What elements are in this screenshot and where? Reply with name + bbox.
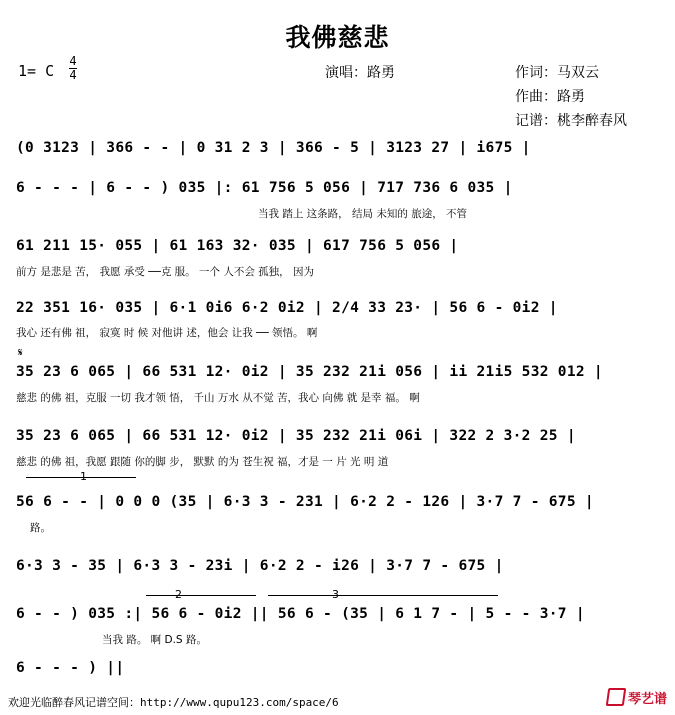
- site-logo: [607, 688, 667, 707]
- score-row-8: 6·3 3 - 35 | 6·3 3 - 23i | 6·2 2 - i26 | 3·7 7 - 675 |: [16, 558, 504, 574]
- score-row-1: (0 3123 | 366 - - | 0 31 2 3 | 366 - 5 | 3123 27 | i675 |: [16, 140, 531, 156]
- transcriber-credit: 记谱：桃李醉春风: [515, 113, 627, 129]
- song-title: 我佛慈悲: [285, 23, 390, 52]
- volta-2-label: 2: [175, 588, 182, 601]
- volta-3-bracket: [268, 595, 498, 596]
- meter-bottom: 4: [69, 68, 77, 82]
- lyric-row-2: 前方 是悲是 苦， 我愿 承受 ──克 服。 一个 人不会 孤独， 因为: [16, 266, 315, 278]
- key-signature: 1= C: [18, 62, 55, 80]
- volta-3-label: 3: [332, 588, 339, 601]
- composer-credit: 作曲：路勇: [515, 89, 585, 105]
- score-row-7: 56 6 - - | 0 0 0 (35 | 6·3 3 - 231 | 6·2 2 - 126 | 3·7 7 - 675 |: [16, 494, 594, 510]
- lyric-row-4: 慈悲 的佛 祖，克服 一切 我才领 悟， 千山 万水 从不觉 苦，我心 向佛 就 是幸 福。 啊: [16, 392, 420, 404]
- singer-credit: 演唱：路勇: [325, 65, 395, 81]
- time-signature: [69, 56, 77, 81]
- meter-top: 4: [69, 54, 77, 68]
- footer-text: 欢迎光临醉春风记谱空间：http://www.qupu123.com/space/6: [8, 696, 339, 709]
- lyric-row-7: 当我 路。 啊 D.S 路。: [102, 634, 207, 646]
- logo-text: 琴艺谱: [627, 692, 667, 707]
- score-row-5: 35 23 6 065 | 66 531 12· 0i2 | 35 232 21i 056 | ii 21i5 532 012 |: [16, 364, 603, 380]
- score-row-4: 22 351 16· 035 | 6·1 0i6 6·2 0i2 | 2/4 33 23· | 56 6 - 0i2 |: [16, 300, 558, 316]
- segno-sign: 𝄋: [18, 346, 23, 359]
- volta-1-label: 1: [80, 470, 87, 483]
- score-row-9: 6 - - ) 035 :| 56 6 - 0i2 || 56 6 - (35 | 6 1 7 - | 5 - - 3·7 |: [16, 606, 585, 622]
- score-row-10: 6 - - - ) ||: [16, 660, 125, 676]
- lyric-row-3: 我心 还有佛 祖， 寂寞 时 候 对他讲 述，他会 让我 ── 领悟。 啊: [16, 327, 318, 339]
- score-row-2: 6 - - - | 6 - - ) 035 |: 61 756 5 056 | 717 736 6 035 |: [16, 180, 513, 196]
- score-row-6: 35 23 6 065 | 66 531 12· 0i2 | 35 232 21i 06i | 322 2 3·2 25 |: [16, 428, 576, 444]
- volta-2-bracket: [146, 595, 256, 596]
- score-row-3: 61 211 15· 055 | 61 163 32· 035 | 617 756 5 056 |: [16, 238, 459, 254]
- lyric-row-6: 路。: [30, 522, 51, 534]
- lyricist-credit: 作词：马双云: [515, 65, 599, 81]
- lyric-row-1: 当我 踏上 这条路， 结局 未知的 旅途， 不管: [258, 208, 468, 220]
- logo-icon: [606, 688, 627, 706]
- lyric-row-5: 慈悲 的佛 祖，我愿 跟随 你的脚 步， 默默 的为 苍生祝 福，才是 一 片 光 明 道: [16, 456, 389, 468]
